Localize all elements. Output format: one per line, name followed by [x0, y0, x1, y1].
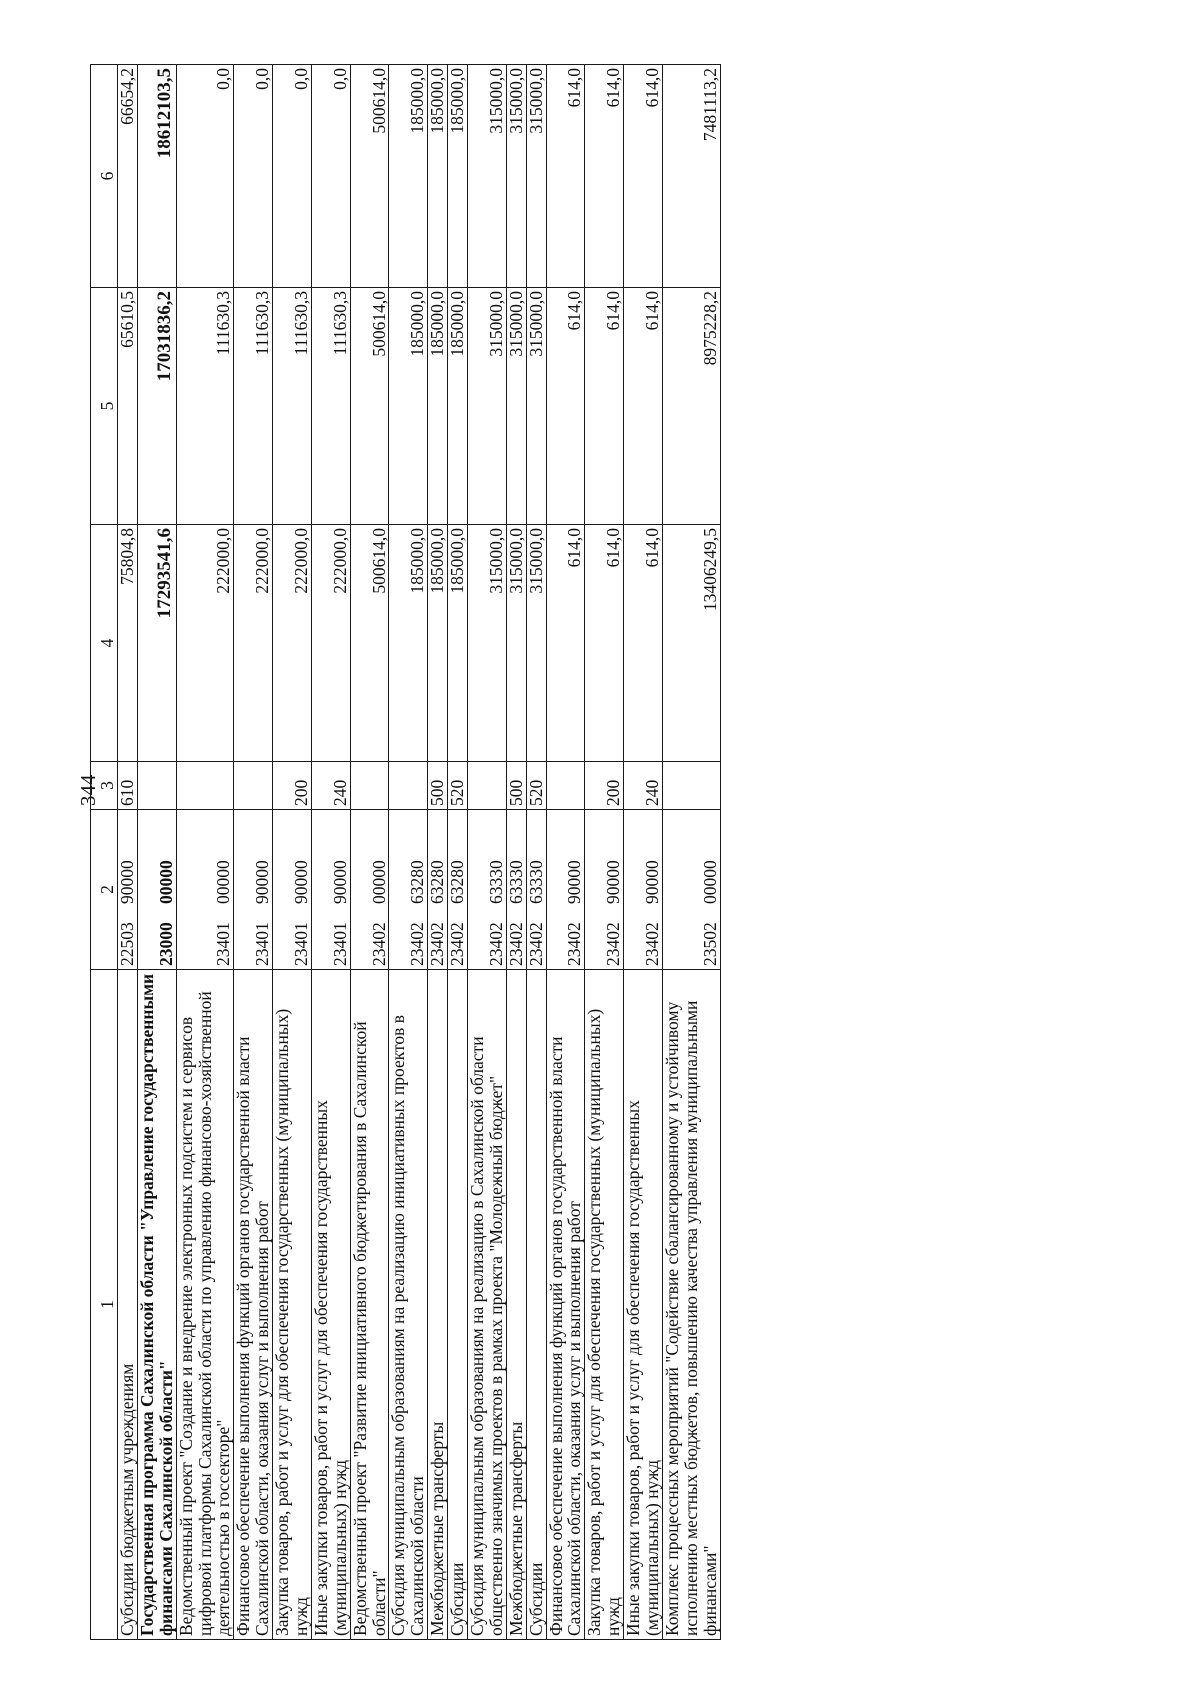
- row-amount-col4: 222000,0: [311, 525, 350, 762]
- column-header-3: 3: [91, 762, 118, 810]
- table-row: [526, 65, 546, 1640]
- table-row: [350, 65, 389, 1640]
- row-code: [273, 810, 312, 970]
- table-row: [234, 65, 273, 1640]
- row-code-program: 23402: [603, 922, 624, 966]
- row-amount-col4: 614,0: [585, 525, 624, 762]
- row-expense-kind: [389, 762, 428, 810]
- column-header-6: 6: [91, 65, 118, 288]
- row-amount-col4: 75804,8: [118, 525, 138, 762]
- row-code-program: 23401: [252, 922, 273, 966]
- row-expense-kind: 200: [585, 762, 624, 810]
- row-expense-kind: 200: [273, 762, 312, 810]
- row-name: Финансовое обеспечение выполнения функций органов государственной власти Сахалинской области, оказания услуг и выполнения работ: [546, 970, 585, 1640]
- row-amount-col5: 111630,3: [176, 288, 234, 525]
- row-expense-kind: 520: [526, 762, 546, 810]
- row-code: [468, 810, 507, 970]
- row-code: [389, 810, 428, 970]
- row-amount-col4: 185000,0: [448, 525, 468, 762]
- row-code-direction: 90000: [329, 860, 350, 904]
- table-row: [118, 65, 138, 1640]
- row-expense-kind: 610: [118, 762, 138, 810]
- row-name: Субсидии: [448, 970, 468, 1640]
- row-code: [585, 810, 624, 970]
- row-code-program: 23402: [427, 922, 448, 966]
- row-name: Закупка товаров, работ и услуг для обеспечения государственных (муниципальных) нужд: [585, 970, 624, 1640]
- row-code-program: 22503: [117, 922, 137, 966]
- row-amount-col4: 185000,0: [428, 525, 448, 762]
- row-name: Государственная программа Сахалинской области "Управление государственными финансами Сахалинской области": [137, 970, 176, 1640]
- row-code: [234, 810, 273, 970]
- row-code-direction: 90000: [564, 860, 585, 904]
- row-code-program: 23402: [505, 922, 526, 966]
- table-row: [428, 65, 448, 1640]
- row-amount-col6: 66654,2: [118, 65, 138, 288]
- row-amount-col4: 315000,0: [506, 525, 526, 762]
- row-code: [506, 810, 526, 970]
- row-code: [137, 810, 176, 970]
- table-row: [311, 65, 350, 1640]
- column-header-5: 5: [91, 288, 118, 525]
- row-amount-col6: 614,0: [546, 65, 585, 288]
- row-expense-kind: [176, 762, 234, 810]
- row-expense-kind: 500: [428, 762, 448, 810]
- row-expense-kind: 240: [624, 762, 663, 810]
- row-code-direction: 90000: [252, 860, 273, 904]
- table-row: [468, 65, 507, 1640]
- row-code-direction: 63280: [427, 860, 448, 904]
- row-amount-col5: 111630,3: [311, 288, 350, 525]
- row-amount-col4: 500614,0: [350, 525, 389, 762]
- row-amount-col6: 614,0: [585, 65, 624, 288]
- row-amount-col5: 185000,0: [428, 288, 448, 525]
- row-code: [350, 810, 389, 970]
- row-amount-col5: 500614,0: [350, 288, 389, 525]
- row-amount-col6: 0,0: [311, 65, 350, 288]
- table-row: [389, 65, 428, 1640]
- row-code-program: 23402: [368, 922, 389, 966]
- column-header-2: 2: [91, 810, 118, 970]
- row-amount-col5: 614,0: [546, 288, 585, 525]
- row-code-program: 23401: [291, 922, 312, 966]
- row-expense-kind: 240: [311, 762, 350, 810]
- row-amount-col6: 0,0: [176, 65, 234, 288]
- rotated-page-content: [90, 65, 721, 1640]
- row-expense-kind: 500: [506, 762, 526, 810]
- row-amount-col6: 315000,0: [468, 65, 507, 288]
- row-amount-col4: 614,0: [624, 525, 663, 762]
- row-name: Комплекс процессных мероприятий "Содействие сбалансированному и устойчивому исполнению местных бюджетов, повышению качества управления муниципальными финансами": [662, 970, 720, 1640]
- row-name: Ведомственный проект "Создание и внедрение электронных подсистем и сервисов цифровой платформы Сахалинской области по управлению финансово-хозяйственной деятельностью в госсекторе": [176, 970, 234, 1640]
- row-name: Иные закупки товаров, работ и услуг для обеспечения государственных (муниципальных) нужд: [311, 970, 350, 1640]
- row-code-direction: 63280: [407, 860, 428, 904]
- table-row: [448, 65, 468, 1640]
- row-expense-kind: [234, 762, 273, 810]
- row-code-direction: 00000: [213, 860, 234, 904]
- row-name: Межбюджетные трансферты: [506, 970, 526, 1640]
- table-row: [273, 65, 312, 1640]
- table-row: [624, 65, 663, 1640]
- row-amount-col6: 315000,0: [526, 65, 546, 288]
- row-name: Иные закупки товаров, работ и услуг для обеспечения государственных (муниципальных) нужд: [624, 970, 663, 1640]
- row-amount-col6: 185000,0: [428, 65, 448, 288]
- column-header-4: 4: [91, 525, 118, 762]
- row-code-direction: 90000: [603, 860, 624, 904]
- row-amount-col5: 315000,0: [506, 288, 526, 525]
- row-code-direction: 90000: [642, 860, 663, 904]
- row-amount-col6: 185000,0: [389, 65, 428, 288]
- row-code: [624, 810, 663, 970]
- row-amount-col5: 614,0: [585, 288, 624, 525]
- row-code: [428, 810, 448, 970]
- row-amount-col5: 8975228,2: [662, 288, 720, 525]
- row-code-program: 23502: [699, 922, 720, 966]
- row-expense-kind: [468, 762, 507, 810]
- row-name: Финансовое обеспечение выполнения функций органов государственной власти Сахалинской области, оказания услуг и выполнения работ: [234, 970, 273, 1640]
- row-amount-col4: 614,0: [546, 525, 585, 762]
- row-code: [526, 810, 546, 970]
- row-code-program: 23402: [564, 922, 585, 966]
- row-code-program: 23401: [213, 922, 234, 966]
- row-amount-col5: 185000,0: [389, 288, 428, 525]
- row-amount-col6: 614,0: [624, 65, 663, 288]
- row-amount-col5: 315000,0: [468, 288, 507, 525]
- row-amount-col4: 222000,0: [273, 525, 312, 762]
- row-code-direction: 90000: [117, 860, 137, 904]
- row-name: Ведомственный проект "Развитие инициативного бюджетирования в Сахалинской области": [350, 970, 389, 1640]
- row-amount-col6: 7481113,2: [662, 65, 720, 288]
- row-code: [118, 810, 138, 970]
- row-expense-kind: [350, 762, 389, 810]
- row-amount-col6: 500614,0: [350, 65, 389, 288]
- table-row: [662, 65, 720, 1640]
- page-number: 344: [76, 774, 100, 806]
- row-amount-col5: 65610,5: [118, 288, 138, 525]
- row-name: Субсидия муниципальным образованиям на реализацию в Сахалинской области общественно значимых проектов в рамках проекта "Молодежный бюджет": [468, 970, 507, 1640]
- row-amount-col5: 111630,3: [234, 288, 273, 525]
- row-name: Межбюджетные трансферты: [428, 970, 448, 1640]
- row-code: [662, 810, 720, 970]
- row-code-direction: 63330: [525, 860, 546, 904]
- row-code-program: 23402: [485, 922, 506, 966]
- table-row: [176, 65, 234, 1640]
- row-code-program: 23401: [329, 922, 350, 966]
- column-header-1: 1: [91, 970, 118, 1640]
- row-name: Субсидии бюджетным учреждениям: [118, 970, 138, 1640]
- row-amount-col4: 315000,0: [526, 525, 546, 762]
- row-amount-col4: 185000,0: [389, 525, 428, 762]
- row-expense-kind: [662, 762, 720, 810]
- row-amount-col5: 111630,3: [273, 288, 312, 525]
- row-amount-col4: 315000,0: [468, 525, 507, 762]
- row-code-direction: 63330: [505, 860, 526, 904]
- row-amount-col6: 18612103,5: [137, 65, 176, 288]
- table-row: [506, 65, 526, 1640]
- row-code-program: 23402: [642, 922, 663, 966]
- row-code-direction: 00000: [155, 860, 176, 904]
- row-code-direction: 63280: [447, 860, 468, 904]
- row-amount-col6: 185000,0: [448, 65, 468, 288]
- row-code-direction: 00000: [368, 860, 389, 904]
- row-code-program: 23402: [447, 922, 468, 966]
- row-code-program: 23000: [155, 922, 176, 966]
- row-amount-col4: 222000,0: [176, 525, 234, 762]
- row-expense-kind: [546, 762, 585, 810]
- row-name: Субсидия муниципальным образованиям на реализацию инициативных проектов в Сахалинской области: [389, 970, 428, 1640]
- table-row: [585, 65, 624, 1640]
- row-code: [546, 810, 585, 970]
- row-name: Субсидии: [526, 970, 546, 1640]
- row-amount-col6: 0,0: [234, 65, 273, 288]
- row-amount-col5: 17031836,2: [137, 288, 176, 525]
- row-code: [311, 810, 350, 970]
- row-code: [448, 810, 468, 970]
- row-amount-col5: 185000,0: [448, 288, 468, 525]
- row-amount-col6: 315000,0: [506, 65, 526, 288]
- row-amount-col5: 315000,0: [526, 288, 546, 525]
- row-expense-kind: 520: [448, 762, 468, 810]
- row-code-direction: 63330: [485, 860, 506, 904]
- row-amount-col4: 222000,0: [234, 525, 273, 762]
- row-code-direction: 00000: [699, 860, 720, 904]
- row-amount-col4: 17293541,6: [137, 525, 176, 762]
- budget-table: [90, 64, 721, 1640]
- row-code-direction: 90000: [291, 860, 312, 904]
- column-number-row: [91, 65, 118, 1640]
- row-amount-col6: 0,0: [273, 65, 312, 288]
- table-body: [118, 65, 721, 1640]
- row-code-program: 23402: [525, 922, 546, 966]
- row-expense-kind: [137, 762, 176, 810]
- row-amount-col5: 614,0: [624, 288, 663, 525]
- table-row: [137, 65, 176, 1640]
- row-code-program: 23402: [407, 922, 428, 966]
- row-code: [176, 810, 234, 970]
- row-amount-col4: 13406249,5: [662, 525, 720, 762]
- table-row: [546, 65, 585, 1640]
- row-name: Закупка товаров, работ и услуг для обеспечения государственных (муниципальных) нужд: [273, 970, 312, 1640]
